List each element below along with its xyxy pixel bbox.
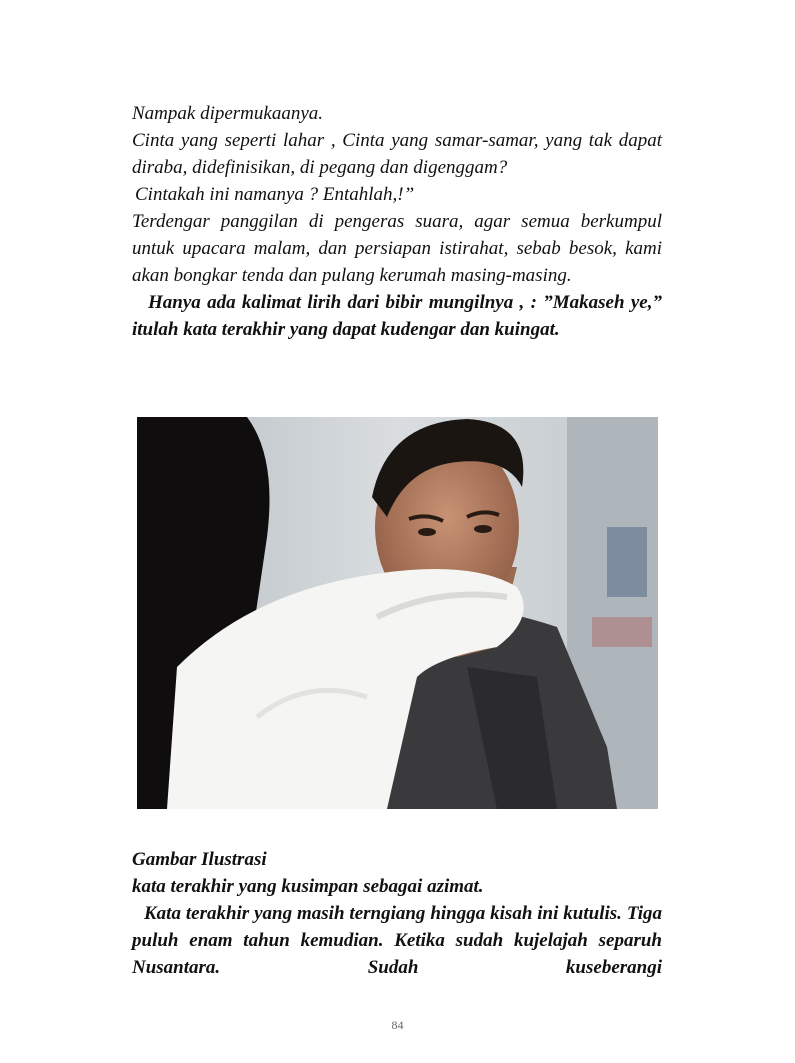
page-number: 84 (391, 1018, 404, 1032)
body-text-top (132, 100, 662, 343)
paragraph-1: Nampak dipermukaanya. (132, 103, 324, 124)
illustration-photo (137, 417, 658, 809)
paragraph-2: Cinta yang seperti lahar , Cinta yang samar-samar, yang tak dapat diraba, didefinisikan, di pegang dan digenggam? (132, 130, 662, 178)
paragraph-3: Cintakah ini namanya ? Entahlah,!” (135, 184, 415, 205)
paragraph-5: Hanya ada kalimat lirih dari bibir mungilnya , : ”Makaseh ye,” itulah kata terakhir yang dapat kudengar dan kuingat. (132, 292, 662, 340)
paragraph-bottom: Kata terakhir yang masih terngiang hingga kisah ini kutulis. Tiga puluh enam tahun kemudian. Ketika sudah kujelajah separuh Nusantara. Sudah kuseberangi (132, 903, 662, 978)
caption-text: kata terakhir yang kusimpan sebagai azimat. (132, 876, 484, 897)
body-text-bottom (132, 846, 662, 981)
paragraph-4: Terdengar panggilan di pengeras suara, agar semua berkumpul untuk upacara malam, dan persiapan istirahat, sebab besok, kami akan bongkar tenda dan pulang kerumah masing-masing. (132, 211, 662, 286)
caption-title: Gambar Ilustrasi (132, 849, 267, 870)
